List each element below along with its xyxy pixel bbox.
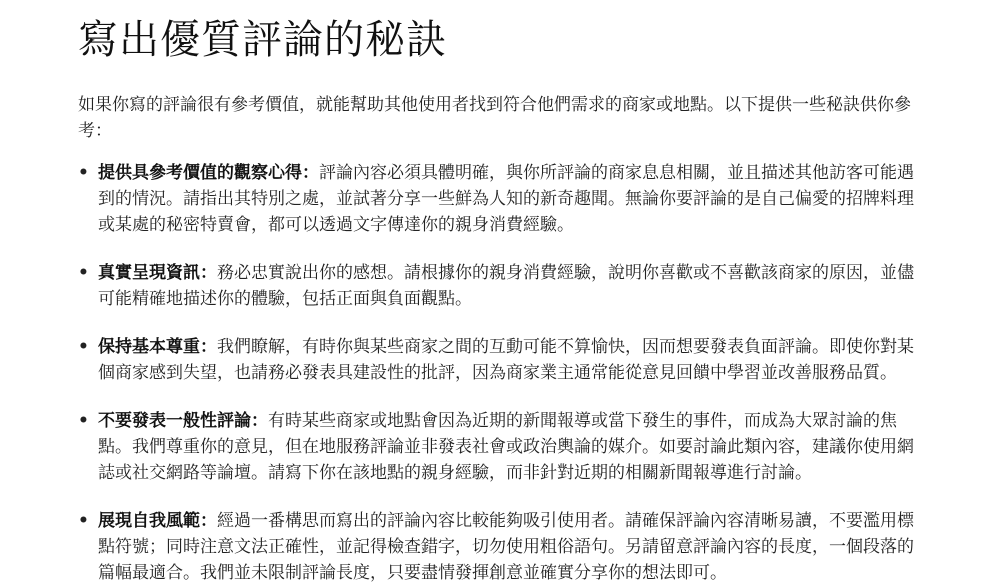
tip-item [78,408,920,486]
tips-list [78,160,940,586]
tip-item [78,260,920,312]
tip-body: 我們瞭解，有時你與某些商家之間的互動可能不算愉快，因而想要發表負面評論。即使你對某個商家感到失望，也請務必發表具建設性的批評，因為商家業主通常能從意見回饋中學習並改善服務品質。 [98,337,914,383]
page-title: 寫出優質評論的秘訣 [78,17,447,63]
tip-body: 務必忠實說出你的感想。請根據你的親身消費經驗，說明你喜歡或不喜歡該商家的原因，並儘可能精確地描述你的體驗，包括正面與負面觀點。 [98,263,914,309]
tip-heading: 展現自我風範： [98,511,217,531]
tip-heading: 提供具參考價值的觀察心得： [98,163,319,183]
tip-heading: 真實呈現資訊： [98,263,217,283]
tip-item [78,334,920,386]
bullet-icon: • [78,263,89,283]
tip-body: 經過一番構思而寫出的評論內容比較能夠吸引使用者。請確保評論內容清晰易讀，不要濫用標點符號；同時注意文法正確性，並記得檢查錯字，切勿使用粗俗語句。另請留意評論內容的長度，一個段落的篇幅最適合。我們並未限制評論長度，只要盡情發揮創意並確實分享你的想法即可。 [98,511,914,583]
bullet-icon: • [78,337,89,357]
tip-heading: 不要發表一般性評論： [98,411,268,431]
bullet-icon: • [78,411,89,431]
tip-item [78,160,920,238]
bullet-icon: • [78,163,89,183]
bullet-icon: • [78,511,89,531]
tip-body: 評論內容必須具體明確，與你所評論的商家息息相關，並且描述其他訪客可能遇到的情況。請指出其特別之處，並試著分享一些鮮為人知的新奇趣聞。無論你要評論的是自己偏愛的招牌料理或某處的秘密特賣會，都可以透過文字傳達你的親身消費經驗。 [98,163,914,235]
intro-paragraph: 如果你寫的評論很有參考價值，就能幫助其他使用者找到符合他們需求的商家或地點。以下提供一些秘訣供你參考： [78,95,911,141]
tip-body: 有時某些商家或地點會因為近期的新聞報導或當下發生的事件，而成為大眾討論的焦點。我們尊重你的意見，但在地服務評論並非發表社會或政治輿論的媒介。如要討論此類內容，建議你使用網誌或社交網路等論壇。請寫下你在該地點的親身經驗，而非針對近期的相關新聞報導進行討論。 [98,411,914,483]
tip-item [78,508,920,586]
tip-heading: 保持基本尊重： [98,337,217,357]
